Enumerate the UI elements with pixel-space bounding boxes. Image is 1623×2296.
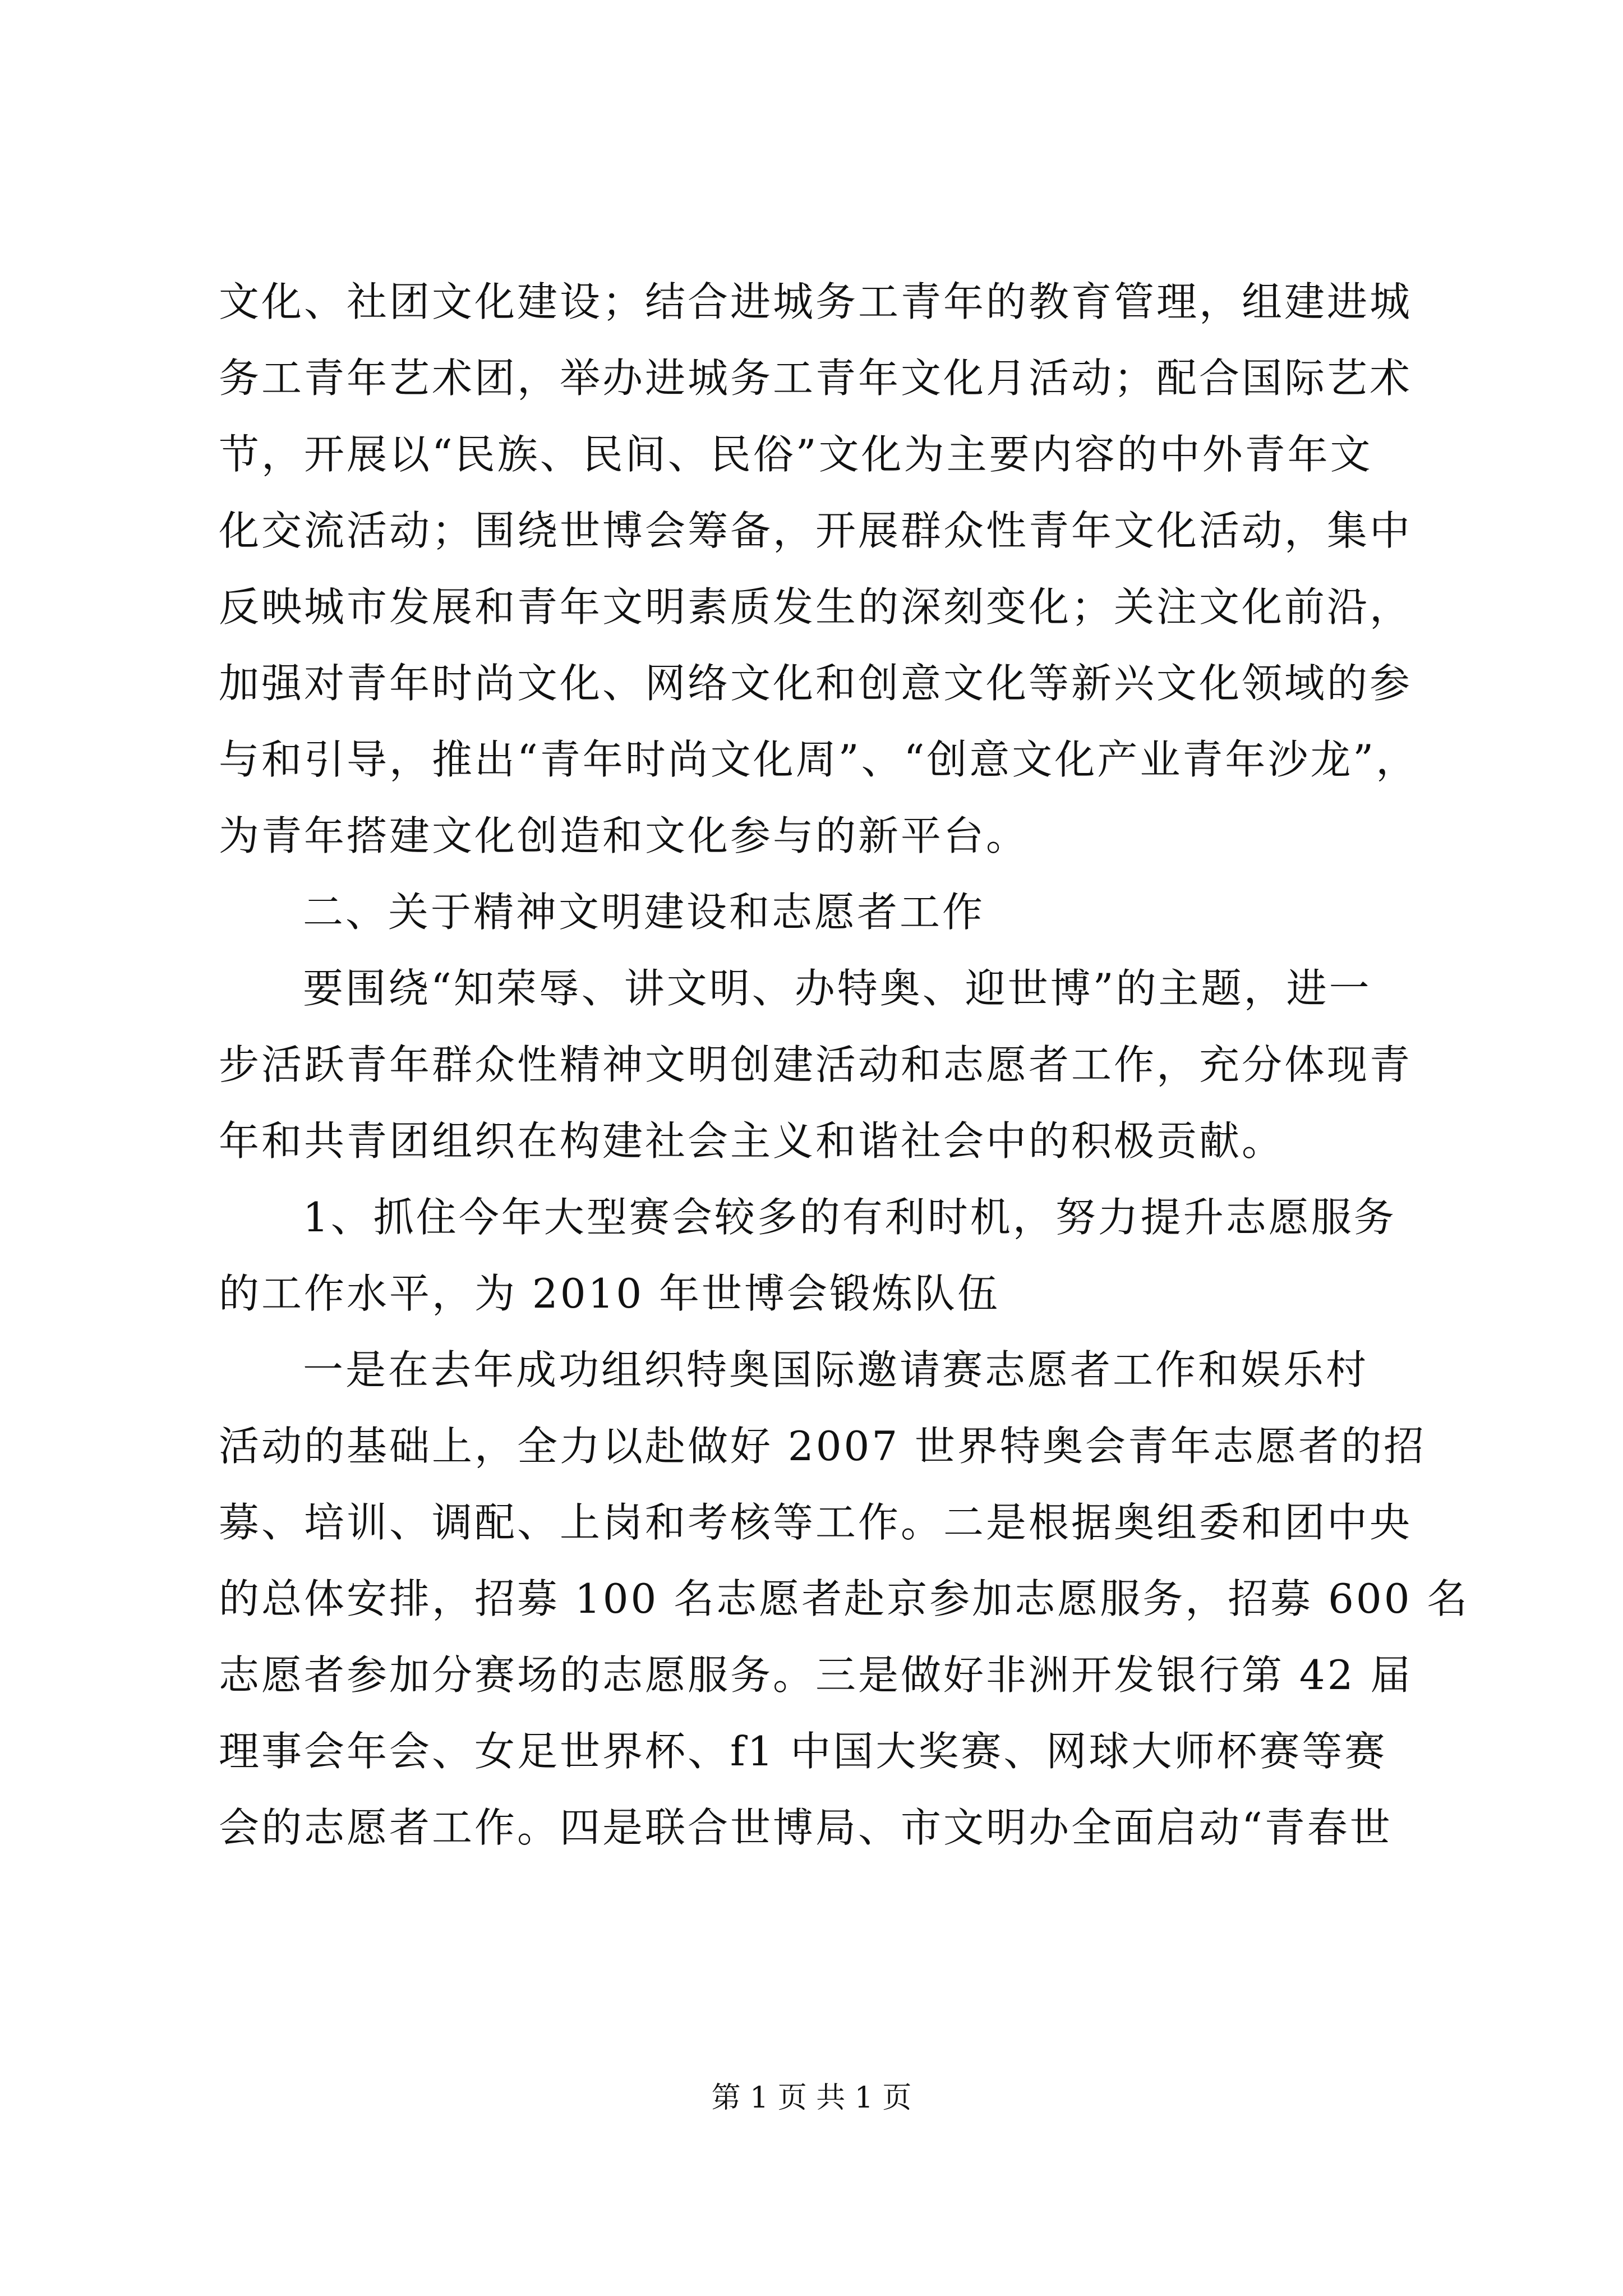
page-footer [0,2076,1623,2120]
text-line: 为青年搭建文化创造和文化参与的新平台。 [219,812,1029,859]
text-line: 步活跃青年群众性精神文明创建活动和志愿者工作，充分体现青 [219,1041,1413,1088]
text-line: 理事会年会、女足世界杯、f1 中国大奖赛、网球大师杯赛等赛 [219,1728,1387,1775]
text-line: 与和引导，推出“青年时尚文化周”、“创意文化产业青年沙龙”， [219,736,1419,783]
text-line: 节，开展以“民族、民间、民俗”文化为主要内容的中外青年文 [219,431,1373,478]
text-line: 的工作水平，为 2010 年世博会锻炼队伍 [219,1270,1000,1317]
text-line: 年和共青团组织在构建社会主义和谐社会中的积极贡献。 [219,1117,1285,1165]
text-line: 反映城市发展和青年文明素质发生的深刻变化；关注文化前沿， [219,583,1413,631]
page-number: 第 1 页 共 1 页 [711,2081,912,2115]
document-body [219,264,1470,1866]
text-line: 务工青年艺术团，举办进城务工青年文化月活动；配合国际艺术 [219,355,1413,402]
text-line: 会的志愿者工作。四是联合世博局、市文明办全面启动“青春世 [219,1804,1393,1851]
text-line: 志愿者参加分赛场的志愿服务。三是做好非洲开发银行第 42 届 [219,1651,1413,1699]
text-line: 要围绕“知荣辱、讲文明、办特奥、迎世博”的主题，进一 [303,965,1372,1012]
text-line: 化交流活动；围绕世博会筹备，开展群众性青年文化活动，集中 [219,507,1413,554]
text-line: 文化、社团文化建设；结合进城务工青年的教育管理，组建进城 [219,278,1413,325]
text-line: 一是在去年成功组织特奥国际邀请赛志愿者工作和娱乐村 [303,1346,1369,1393]
subsection-heading: 1、抓住今年大型赛会较多的有利时机，努力提升志愿服务 [303,1194,1396,1241]
text-line: 募、培训、调配、上岗和考核等工作。二是根据奥组委和团中央 [219,1499,1413,1546]
text-line: 加强对青年时尚文化、网络文化和创意文化等新兴文化领域的参 [219,660,1413,707]
section-heading: 二、关于精神文明建设和志愿者工作 [303,889,985,936]
text-line: 的总体安排，招募 100 名志愿者赴京参加志愿服务，招募 600 名 [219,1575,1470,1622]
text-line: 活动的基础上，全力以赴做好 2007 世界特奥会青年志愿者的招 [219,1423,1427,1470]
